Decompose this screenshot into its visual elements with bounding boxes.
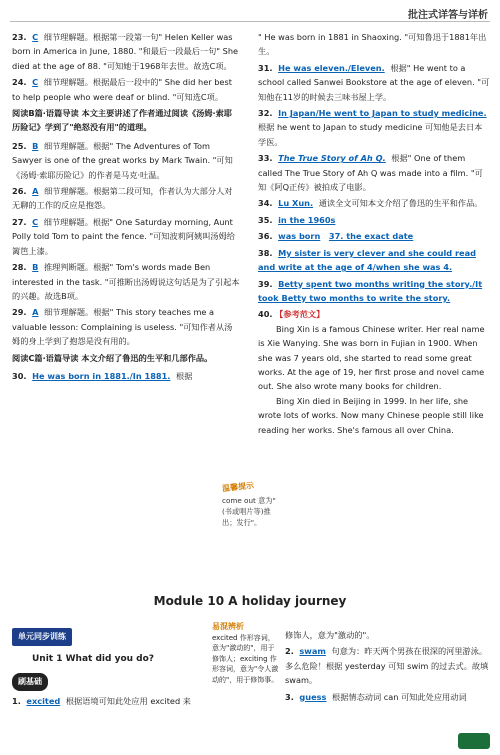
answer-item-25: 25. B 细节理解题。根据" The Adventures of Tom Sawyer is one of the great works by Mark Twain. "可知《汤姆·索耶历险记》的作者是马克·吐温。 <box>12 140 233 180</box>
answer-item-1: 1. excited 根据语境可知此处应用 excited 来 <box>12 696 191 707</box>
page-number-badge <box>458 733 490 749</box>
tip-tag: 温馨提示 <box>221 480 255 494</box>
answer-item-23: 23. C 细节理解题。根据第一段第一句" Helen Keller was born in America in June, 1880. "和最后一段最后一句" She died at the age of 88. "可知她于1968年去世。故选C项。 <box>12 32 239 71</box>
answer-item-30: 30. He was born in 1881./In 1881. 根据 <box>12 370 193 381</box>
answer-item-29: 29. A 细节理解题。根据" This story teaches me a valuable lesson: Complaining is useless. "可知作者从汤姆的身上学到了抱怨是没有用的。 <box>12 307 233 347</box>
answer-item-26: 26. A 细节理解题。根据第二段可知，作者认为大部分人对无聊的工作的反应是抱怨。 <box>12 186 233 211</box>
confusion-note <box>212 622 280 685</box>
essay-paragraph-2: Bing Xin died in Beijing in 1999. In her life, she wrote lots of works. Now many Chinese people still like reading her works. She's famous all over China. <box>258 395 484 435</box>
answer-1-continued: 修饰人，意为"激动的"。 <box>285 630 375 640</box>
confusion-note-tag: 易混辨析 <box>212 622 244 631</box>
answer-item-27: 27. C 细节理解题。根据" One Saturday morning, Aunt Polly told Tom to paint the fence. "可知波莉阿姨叫汤姆给篱笆上漆。 <box>12 216 235 256</box>
answer-item-34: 34. Lu Xun. 通读全文可知本文介绍了鲁迅的生平和作品。 <box>258 198 483 209</box>
module-title: Module 10 A holiday journey <box>153 594 347 608</box>
reading-b-guide: 阅读B篇·语篇导读 本文主要讲述了作者通过阅读《汤姆·索耶历险记》学到了"绝怒没有用"的道理。 <box>12 108 232 133</box>
header-divider <box>10 21 490 22</box>
answer-item-36-37: 36. was born 37. the exact date <box>258 231 414 242</box>
bottom-left-column <box>12 628 212 711</box>
answer-item-31: 31. He was eleven./Eleven. 根据" He went to a school called Sanwei Bookstore at the age of eleven. "可知他在11岁的时候去三味书屋上学。 <box>258 62 490 102</box>
left-column <box>12 30 240 385</box>
tip-note <box>222 480 284 528</box>
unit-sync-badge: 单元同步训练 <box>12 628 72 646</box>
unit-title: Unit 1 What did you do? <box>32 654 155 665</box>
essay-paragraph-1: Bing Xin is a famous Chinese writer. Her real name is Xie Wanying. She was born in Fujian in 1900. When she was 7 years old, she started to read some great works. At the age of 19, her first prose and novel came out. She also wrote many books for children. <box>258 323 485 392</box>
answer-item-33: 33. The True Story of Ah Q. 根据" One of them called The True Story of Ah Q was made into a film. "可知《阿Q正传》被拍成了电影。 <box>258 153 483 193</box>
answer-item-24: 24. C 细节理解题。根据最后一段中的" She did her best to help people who were deaf or blind. "可知选C项。 <box>12 77 232 102</box>
right-column <box>258 30 490 439</box>
answer-item-39: 39. Betty spent two months writing the story./It took Betty two months to write the story. <box>258 278 483 303</box>
confusion-note-text: excited 作形容词，意为"激动的"，用于修饰人；exciting 作形容词，意为"令人激动的"，用于修饰事。 <box>212 633 279 684</box>
answer-item-3: 3. guess 根据情态动词 can 可知此处应用动词 <box>285 691 467 702</box>
answer-item-28: 28. B 推理判断题。根据" Tom's words made Ben interested in the task. "可推断出汤姆说这句话是为了引起本的兴趣。故选B项。 <box>12 262 240 301</box>
answer-item-40: 40. 【参考范文】 Bing Xin is a famous Chinese writer. Her real name is Xie Wanying. She was born in Fujian in 1900. When she was 7 years old, she started to read some great works. At the age of 19, her first prose and novel came out. She also wrote many books for children. Bing Xin died in Beijing in 1999. In her life, she wrote lots of works. Now many Chinese people still like reading her works. She's famous all over China. <box>258 307 490 437</box>
answer-30-continued: " He was born in 1881 in Shaoxing. "可知鲁迅于1881年出生。 <box>258 32 487 57</box>
answer-item-38: 38. My sister is very clever and she could read and write at the age of 4/when she was 4. <box>258 247 476 273</box>
answer-item-32: 32. In Japan/He went to Japan to study medicine. 根据 he went to Japan to study medicine 可知他是去日本学医。 <box>258 108 487 147</box>
page-header-title: 批注式详答与详析 <box>408 10 488 21</box>
reading-c-guide: 阅读C篇·语篇导读 本文介绍了鲁迅的生平和几部作品。 <box>12 352 213 363</box>
tip-text: come out 意为"(书或唱片等)推出；发行"。 <box>222 496 276 527</box>
answer-item-2: 2. swam 句意为：昨天两个男孩在很深的河里游泳。多么危险！根据 yesterday 可知 swim 的过去式。故填 swam。 <box>285 646 489 686</box>
bottom-right-column <box>285 628 490 706</box>
basic-practice-badge: 刷基础 <box>12 673 48 691</box>
answer-item-35: 35. in the 1960s <box>258 214 336 225</box>
sample-essay-label: 【参考范文】 <box>275 309 325 320</box>
